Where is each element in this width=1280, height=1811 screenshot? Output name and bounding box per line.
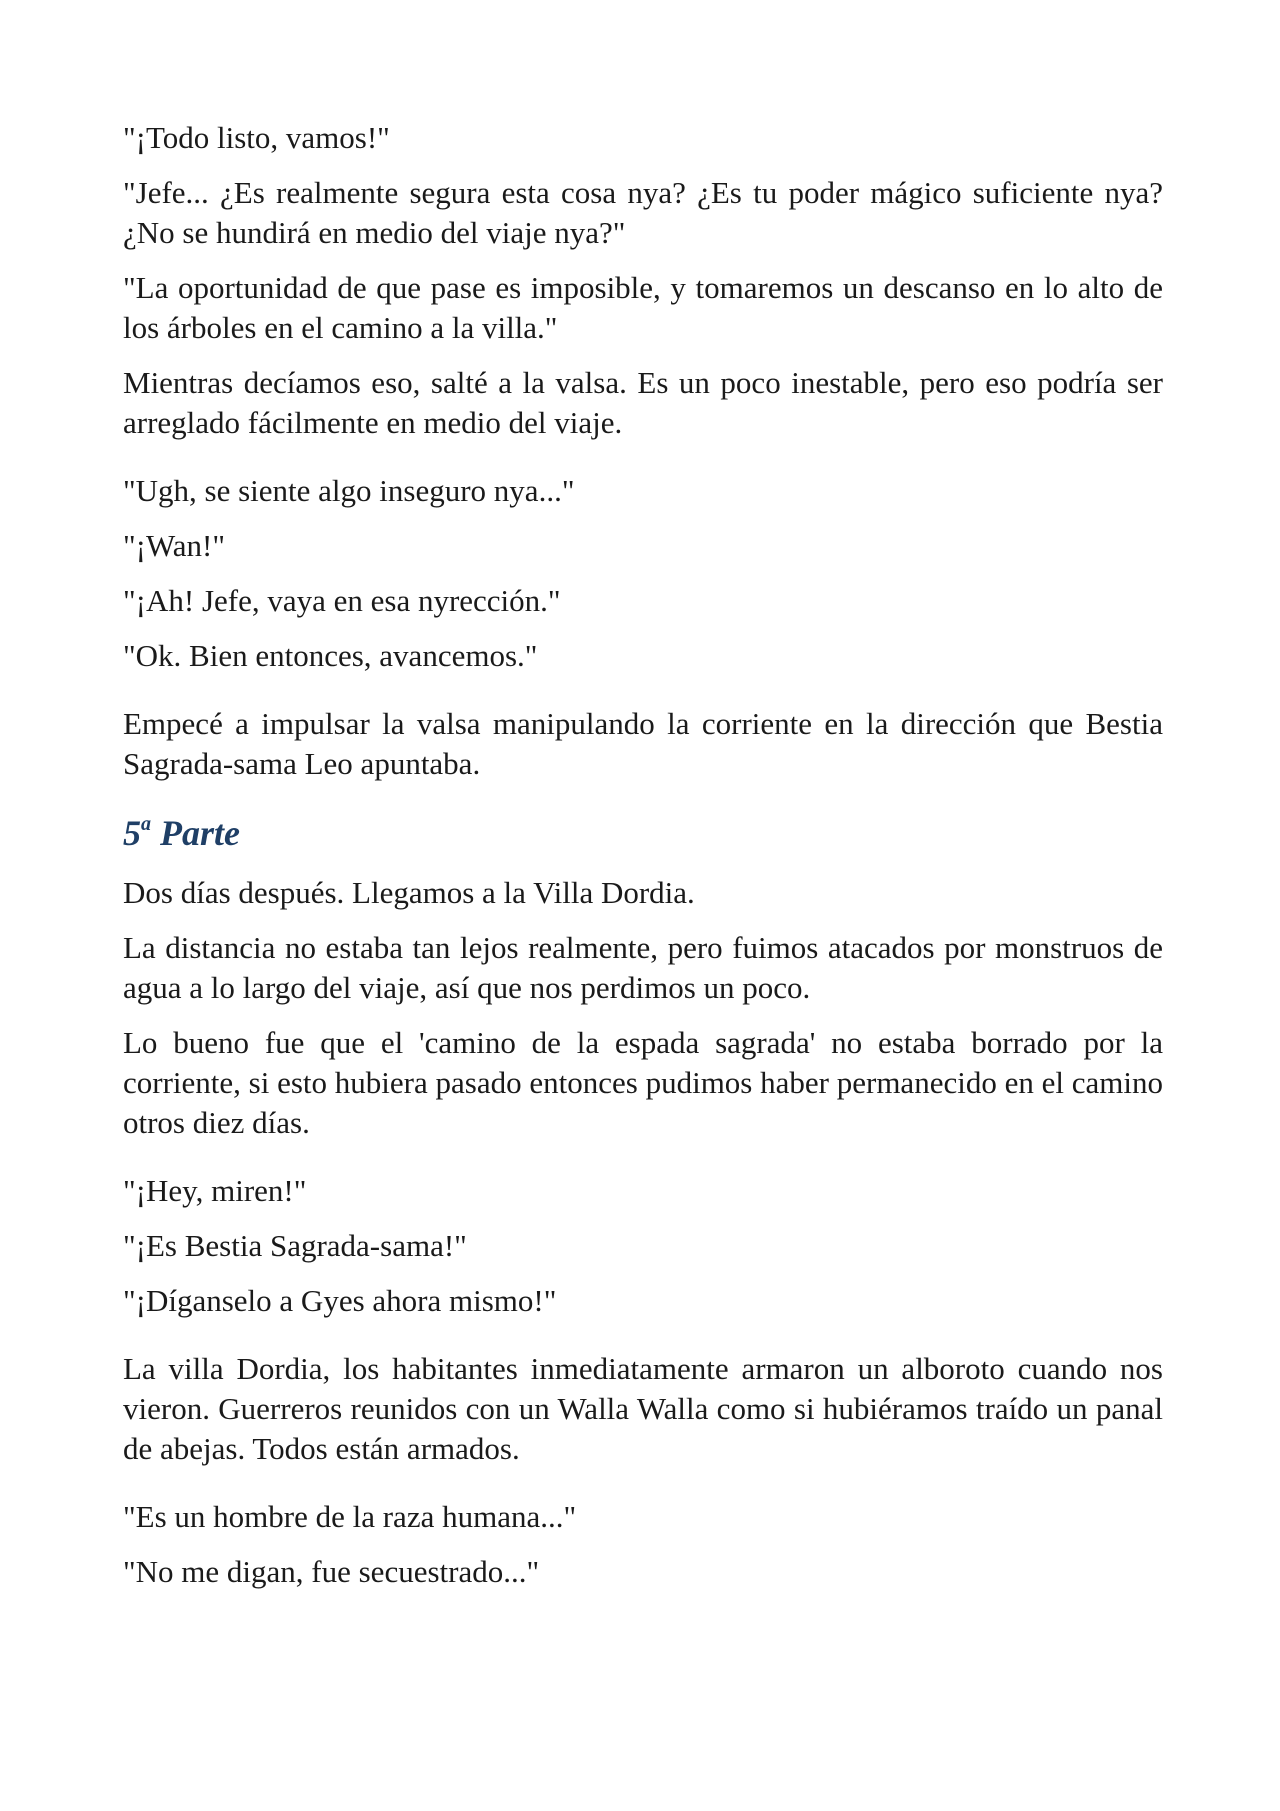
paragraph: "¡Díganselo a Gyes ahora mismo!" [123,1283,557,1318]
paragraph: "Ok. Bien entonces, avancemos." [123,638,538,673]
paragraph: Dos días después. Llegamos a la Villa Dordia. [123,875,695,910]
section-number: 5 [123,813,141,853]
paragraph: "¡Es Bestia Sagrada-sama!" [123,1228,467,1263]
paragraph: "No me digan, fue secuestrado..." [123,1554,540,1589]
paragraph: La distancia no estaba tan lejos realmente, pero fuimos atacados por monstruos de agua a lo largo del viaje, así que nos perdimos un poco. [123,930,1163,1005]
text-block-after-section [123,873,1163,1592]
paragraph: "¡Hey, miren!" [123,1173,307,1208]
paragraph: Mientras decíamos eso, salté a la valsa. Es un poco inestable, pero eso podría ser arreglado fácilmente en medio del viaje. [123,365,1163,440]
section-heading [123,804,1163,855]
paragraph: "La oportunidad de que pase es imposible, y tomaremos un descanso en lo alto de los árboles en el camino a la villa." [123,270,1163,345]
text-block-before-section [123,118,1163,784]
paragraph: Lo bueno fue que el 'camino de la espada sagrada' no estaba borrado por la corriente, si esto hubiera pasado entonces pudimos haber permanecido en el camino otros diez días. [123,1025,1163,1140]
paragraph: "Ugh, se siente algo inseguro nya..." [123,473,575,508]
page-content [123,118,1163,1607]
paragraph: Empecé a impulsar la valsa manipulando la corriente en la dirección que Bestia Sagrada-sama Leo apuntaba. [123,706,1163,781]
paragraph: "Jefe... ¿Es realmente segura esta cosa nya? ¿Es tu poder mágico suficiente nya? ¿No se hundirá en medio del viaje nya?" [123,175,1163,250]
paragraph: "¡Wan!" [123,528,225,563]
paragraph: "¡Ah! Jefe, vaya en esa nyrección." [123,583,561,618]
paragraph: "¡Todo listo, vamos!" [123,120,390,155]
paragraph: La villa Dordia, los habitantes inmediatamente armaron un alboroto cuando nos vieron. Guerreros reunidos con un Walla Walla como si hubiéramos traído un panal de abejas. Todos están armados. [123,1351,1163,1466]
paragraph: "Es un hombre de la raza humana..." [123,1499,577,1534]
section-ordinal: a [141,813,151,835]
section-title: Parte [160,813,240,853]
